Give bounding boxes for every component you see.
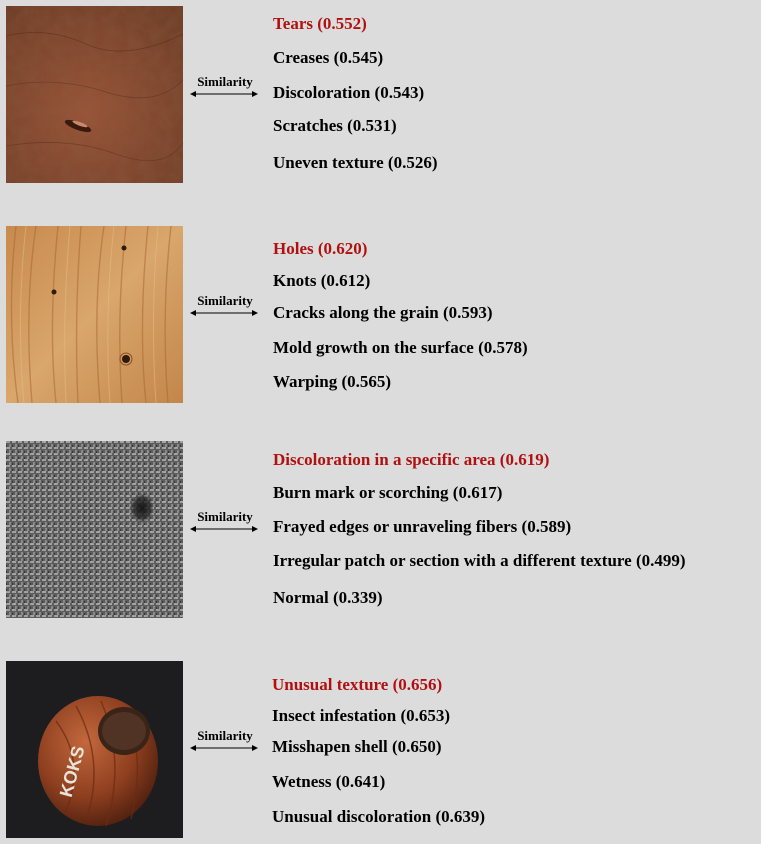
prediction-item: Creases (0.545) — [273, 48, 384, 67]
prediction-item: Frayed edges or unraveling fibers (0.589) — [273, 517, 572, 536]
prediction-item: Wetness (0.641) — [272, 772, 386, 791]
top-prediction: Holes (0.620) — [273, 239, 368, 258]
top-prediction: Discoloration in a specific area (0.619) — [273, 450, 550, 469]
prediction-item: Irregular patch or section with a different texture (0.499) — [273, 551, 686, 570]
fabric-image — [6, 441, 183, 618]
similarity-connector — [190, 509, 260, 533]
prediction-item: Insect infestation (0.653) — [272, 706, 451, 725]
wood-image — [6, 226, 183, 403]
prediction-item: Misshapen shell (0.650) — [272, 737, 442, 756]
double-arrow-icon — [190, 309, 258, 317]
prediction-item: Cracks along the grain (0.593) — [273, 303, 493, 322]
hazelnut-image — [6, 661, 183, 838]
prediction-item: Warping (0.565) — [273, 372, 392, 391]
double-arrow-icon — [190, 744, 258, 752]
prediction-item: Uneven texture (0.526) — [273, 153, 438, 172]
prediction-item: Normal (0.339) — [273, 588, 383, 607]
prediction-item: Scratches (0.531) — [273, 116, 397, 135]
leather-image — [6, 6, 183, 183]
similarity-label: Similarity — [197, 74, 253, 89]
prediction-item: Mold growth on the surface (0.578) — [273, 338, 528, 357]
similarity-label: Similarity — [197, 293, 253, 308]
prediction-item: Burn mark or scorching (0.617) — [273, 483, 503, 502]
top-prediction: Unusual texture (0.656) — [272, 675, 443, 694]
prediction-item: Knots (0.612) — [273, 271, 371, 290]
prediction-item: Unusual discoloration (0.639) — [272, 807, 486, 826]
double-arrow-icon — [190, 90, 258, 98]
top-prediction: Tears (0.552) — [273, 14, 367, 33]
prediction-item: Discoloration (0.543) — [273, 83, 425, 102]
similarity-label: Similarity — [197, 728, 253, 743]
similarity-label: Similarity — [197, 509, 253, 524]
similarity-connector — [190, 74, 260, 98]
similarity-connector — [190, 293, 260, 317]
similarity-connector — [190, 728, 260, 752]
nut-imprint: KOKS — [55, 743, 89, 800]
double-arrow-icon — [190, 525, 258, 533]
